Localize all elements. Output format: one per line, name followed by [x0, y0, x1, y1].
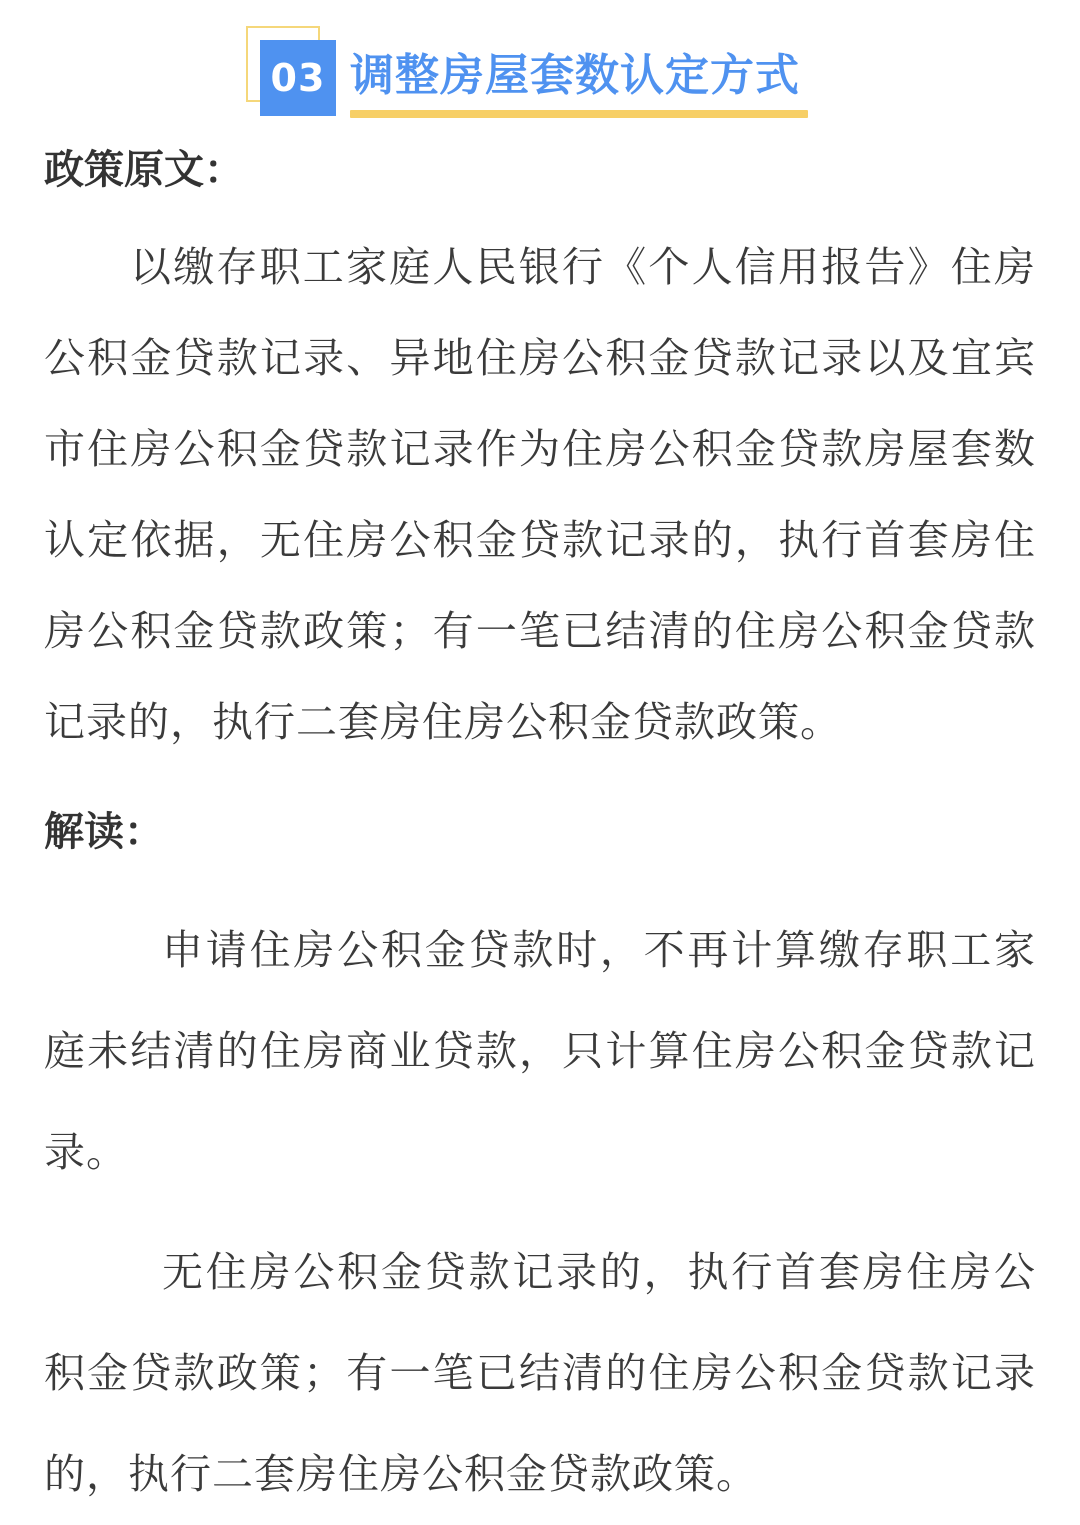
title-underline — [350, 110, 808, 118]
policy-heading: 政策原文： — [44, 147, 244, 193]
interpretation-paragraph-1: 申请住房公积金贷款时，不再计算缴存职工家庭未结清的住房商业贷款，只计算住房公积金贷款记录。 — [44, 926, 1036, 1176]
interpretation-paragraph-2: 无住房公积金贷款记录的，执行首套房住房公积金贷款政策；有一笔已结清的住房公积金贷款记录的，执行二套房住房公积金贷款政策。 — [44, 1248, 1036, 1498]
section-title: 调整房屋套数认定方式 — [350, 50, 800, 101]
section-number-badge: 03 — [260, 40, 336, 116]
section-header — [246, 26, 816, 122]
policy-text: 以缴存职工家庭人民银行《个人信用报告》住房公积金贷款记录、异地住房公积金贷款记录以及宜宾市住房公积金贷款记录作为住房公积金贷款房屋套数认定依据，无住房公积金贷款记录的，执行首套房住房公积金贷款政策；有一笔已结清的住房公积金贷款记录的，执行二套房住房公积金贷款政策。 — [44, 243, 1036, 746]
interpretation-heading: 解读： — [44, 809, 164, 855]
